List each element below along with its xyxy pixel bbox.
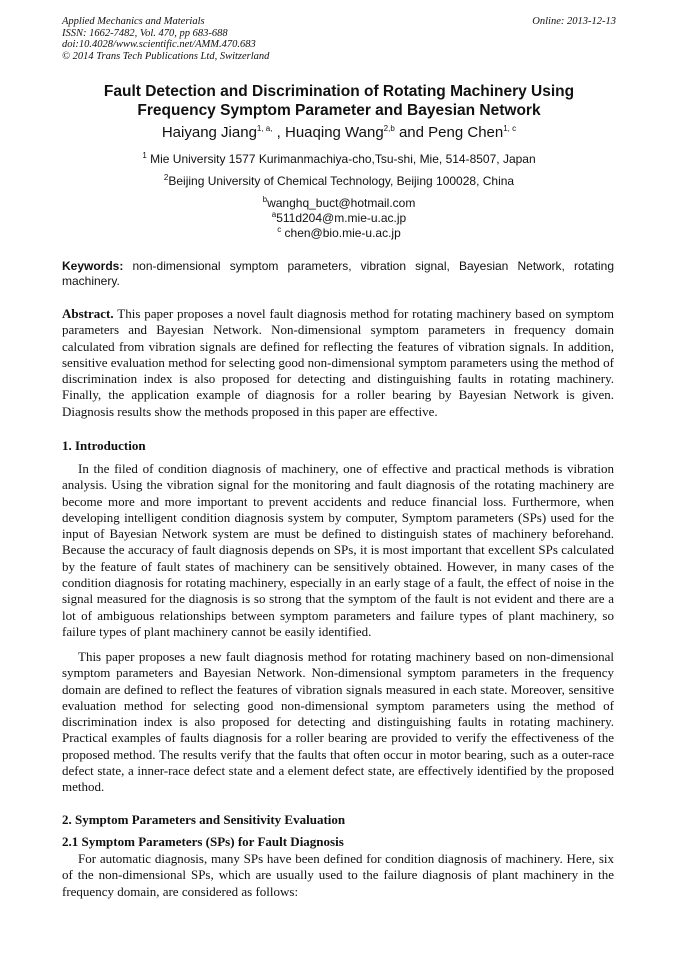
email-superscript: c: [277, 225, 282, 234]
author-superscript: 1, c: [503, 124, 517, 133]
author-separator: and: [394, 124, 429, 141]
abstract-label: Abstract.: [62, 306, 114, 321]
email-text: wanghq_buct@hotmail.com: [267, 196, 416, 210]
title-line-2: Frequency Symptom Parameter and Bayesian Network: [137, 102, 541, 119]
email-1: [62, 196, 616, 211]
affiliation-2: [62, 174, 616, 189]
subsection-2-1-heading: 2.1 Symptom Parameters (SPs) for Fault Diagnosis: [62, 834, 344, 849]
author-name: Huaqing Wang: [285, 124, 384, 141]
doi-line: doi:10.4028/www.scientific.net/AMM.470.683: [62, 39, 256, 51]
keywords-block: [62, 259, 614, 289]
author-name: Peng Chen: [428, 124, 504, 141]
issn-line: ISSN: 1662-7482, Vol. 470, pp 683-688: [62, 27, 228, 39]
author-superscript: 1, a,: [256, 124, 273, 133]
section-2-1-paragraph: For automatic diagnosis, many SPs have been defined for condition diagnosis of machinery. Here, six of the non-dimensional SPs, which are usually used to the failure diagnosis of plant machinery in the frequency domain, are considered as follows:: [62, 851, 614, 899]
copyright-line: © 2014 Trans Tech Publications Ltd, Switzerland: [62, 50, 270, 62]
journal-name: Applied Mechanics and Materials: [62, 16, 205, 27]
paper-title: [62, 82, 616, 120]
email-text: chen@bio.mie-u.ac.jp: [281, 226, 401, 240]
email-2: [62, 211, 616, 226]
author-superscript: 2,b: [383, 124, 395, 133]
online-date: Online: 2013-12-13: [532, 16, 616, 27]
journal-header: [62, 16, 616, 62]
email-text: 511d204@m.mie-u.ac.jp: [276, 211, 407, 225]
intro-paragraph-1: In the filed of condition diagnosis of machinery, one of effective and practical methods is vibration analysis. Using the vibration signal for the monitoring and fault diagnosis of the rotating machinery are become more and more important to prevent accidents and reduce financial loss. Furthermore, when developing intelligent condition diagnosis system by computer, Symptom parameters (SPs) used for the input of Bayesian Network system are must be defined to distinguish states of machinery beforehand. Because the accuracy of fault diagnosis depends on SPs, it is most important that excellent SPs calculated by the feature of fault states of machinery can be sensitively obtained. However, in many cases of the condition diagnosis for rotating machinery, especially in an early stage of a fault, the effect of noise in the signal measured for the diagnosis is so strong that the symptom of the fault is not evident and there are a lot of ambiguous relationships between symptom parameters and failure types of plant machinery, so failure types of plant machinery cannot be easily identified.: [62, 461, 614, 639]
affiliation-text: Beijing University of Chemical Technology, Beijing 100028, China: [168, 174, 515, 188]
keywords-text: non-dimensional symptom parameters, vibration signal, Bayesian Network, rotating machinery.: [62, 259, 614, 288]
email-3: [62, 226, 616, 241]
title-line-1: Fault Detection and Discrimination of Rotating Machinery Using: [103, 83, 575, 100]
email-superscript: b: [262, 195, 268, 204]
author-separator: ,: [272, 124, 285, 141]
email-superscript: a: [271, 210, 277, 219]
abstract-block: [62, 306, 614, 420]
affiliation-text: Mie University 1577 Kurimanmachiya-cho,Tsu-shi, Mie, 514-8507, Japan: [146, 152, 536, 166]
author-list: [62, 124, 616, 142]
section-1-heading: 1. Introduction: [62, 438, 146, 453]
affiliation-superscript: 1: [142, 151, 147, 160]
author-name: Haiyang Jiang: [161, 124, 257, 141]
affiliation-1: [62, 152, 616, 167]
affiliation-superscript: 2: [163, 173, 169, 182]
abstract-text: This paper proposes a novel fault diagnosis method for rotating machinery based on symptom parameters and Bayesian Network. Non-dimensional symptom parameters in frequency domain calculated from vibration signals are defined for reflecting the features of vibration signals. In addition, sensitive evaluation method for selecting good non-dimensional symptom parameters using the method of discrimination index is also proposed for detecting and distinguishing faults in rotating machinery. Finally, the application example of diagnosis for a roller bearing by Bayesian Network is given. Diagnosis results show the methods proposed in this paper are effective.: [62, 306, 614, 419]
keywords-label: Keywords:: [62, 259, 124, 273]
section-2-heading: 2. Symptom Parameters and Sensitivity Evaluation: [62, 812, 346, 827]
intro-paragraph-2: This paper proposes a new fault diagnosis method for rotating machinery based on non-dimensional symptom parameters and Bayesian Network. Non-dimensional symptom parameters in the frequency domain are defined to reflect the features of vibration signals measured in each state. Moreover, sensitive evaluation method for selecting good non-dimensional symptom parameters using the method of discrimination index is also proposed for detecting and distinguishing faults in rotating machinery. Practical examples of faults diagnosis for a roller bearing are provided to verify the effectiveness of the proposed method. The results verify that the faults that often occur in motor bearing, such as a outer-race defect state, a inner-race defect state and a element defect state, are effectively identified by the proposed method.: [62, 649, 614, 795]
